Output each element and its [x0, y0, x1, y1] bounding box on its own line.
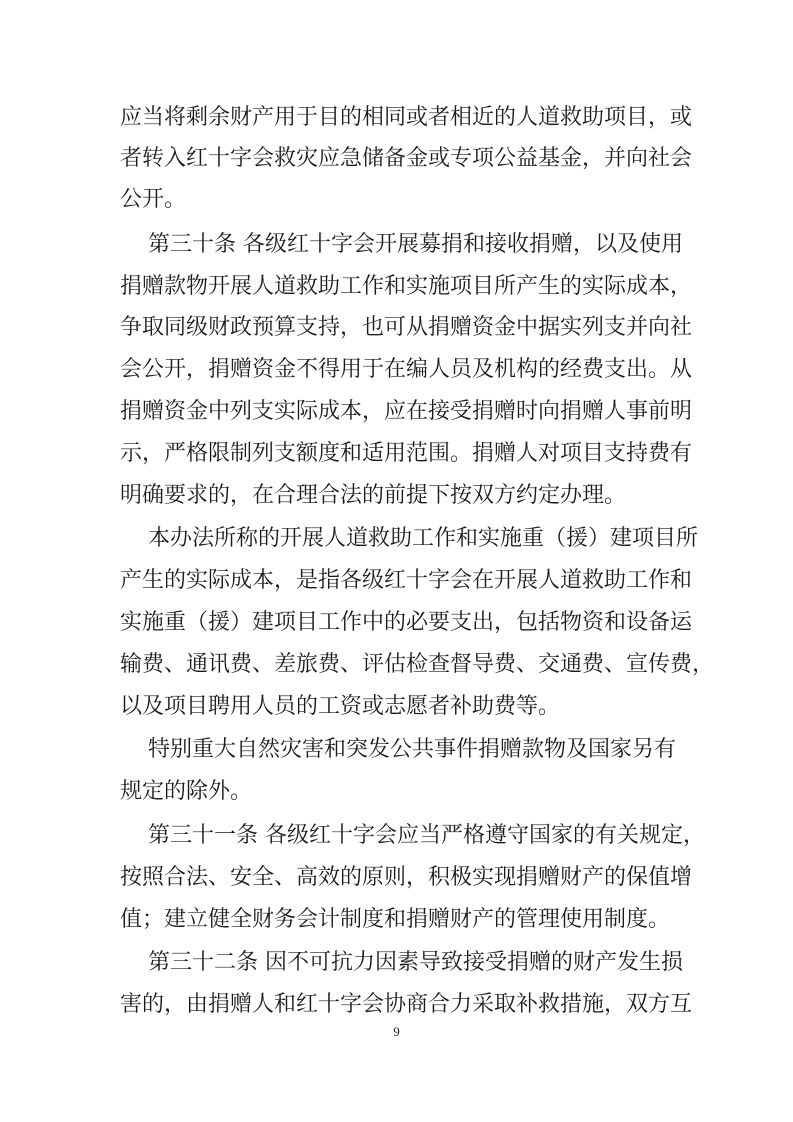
- text-line: 明确要求的，在合理合法的前提下按双方约定办理。: [120, 483, 627, 508]
- text-line: 示，严格限制列支额度和适用范围。捐赠人对项目支持费有: [120, 441, 693, 466]
- text-line: 公开。: [120, 187, 187, 212]
- text-line: 会公开，捐赠资金不得用于在编人员及机构的经费支出。从: [120, 357, 693, 382]
- text-line: 争取同级财政预算支持，也可从捐赠资金中据实列支并向社: [120, 315, 693, 340]
- text-line: 应当将剩余财产用于目的相同或者相近的人道救助项目，或: [120, 105, 693, 130]
- text-line: 规定的除外。: [120, 779, 253, 804]
- text-line: 特别重大自然灾害和突发公共事件捐赠款物及国家另有: [148, 737, 677, 762]
- text-line: 按照合法、安全、高效的原则，积极实现捐赠财产的保值增: [120, 865, 693, 890]
- text-line: 产生的实际成本，是指各级红十字会在开展人道救助工作和: [120, 568, 693, 593]
- text-line: 以及项目聘用人员的工资或志愿者补助费等。: [120, 694, 561, 719]
- text-line: 者转入红十字会救灾应急储备金或专项公益基金，并向社会: [120, 146, 693, 171]
- text-line: 捐赠款物开展人道救助工作和实施项目所产生的实际成本，: [120, 274, 693, 299]
- text-line: 害的，由捐赠人和红十字会协商合力采取补救措施，双方互: [120, 992, 693, 1017]
- text-line: 值；建立健全财务会计制度和捐赠财产的管理使用制度。: [120, 907, 671, 932]
- text-line: 实施重（援）建项目工作中的必要支出，包括物资和设备运: [120, 610, 693, 635]
- text-line: 输费、通讯费、差旅费、评估检查督导费、交通费、宣传费，: [120, 652, 715, 677]
- text-line: 本办法所称的开展人道救助工作和实施重（援）建项目所: [148, 526, 699, 551]
- article-heading-line: 第三十二条 因不可抗力因素导致接受捐赠的财产发生损: [148, 950, 683, 975]
- text-line: 捐赠资金中列支实际成本，应在接受捐赠时向捐赠人事前明: [120, 399, 693, 424]
- page-number: 9: [393, 1024, 400, 1039]
- article-heading-line: 第三十一条 各级红十字会应当严格遵守国家的有关规定，: [148, 823, 705, 848]
- article-heading-line: 第三十条 各级红十字会开展募捐和接收捐赠，以及使用: [148, 232, 683, 257]
